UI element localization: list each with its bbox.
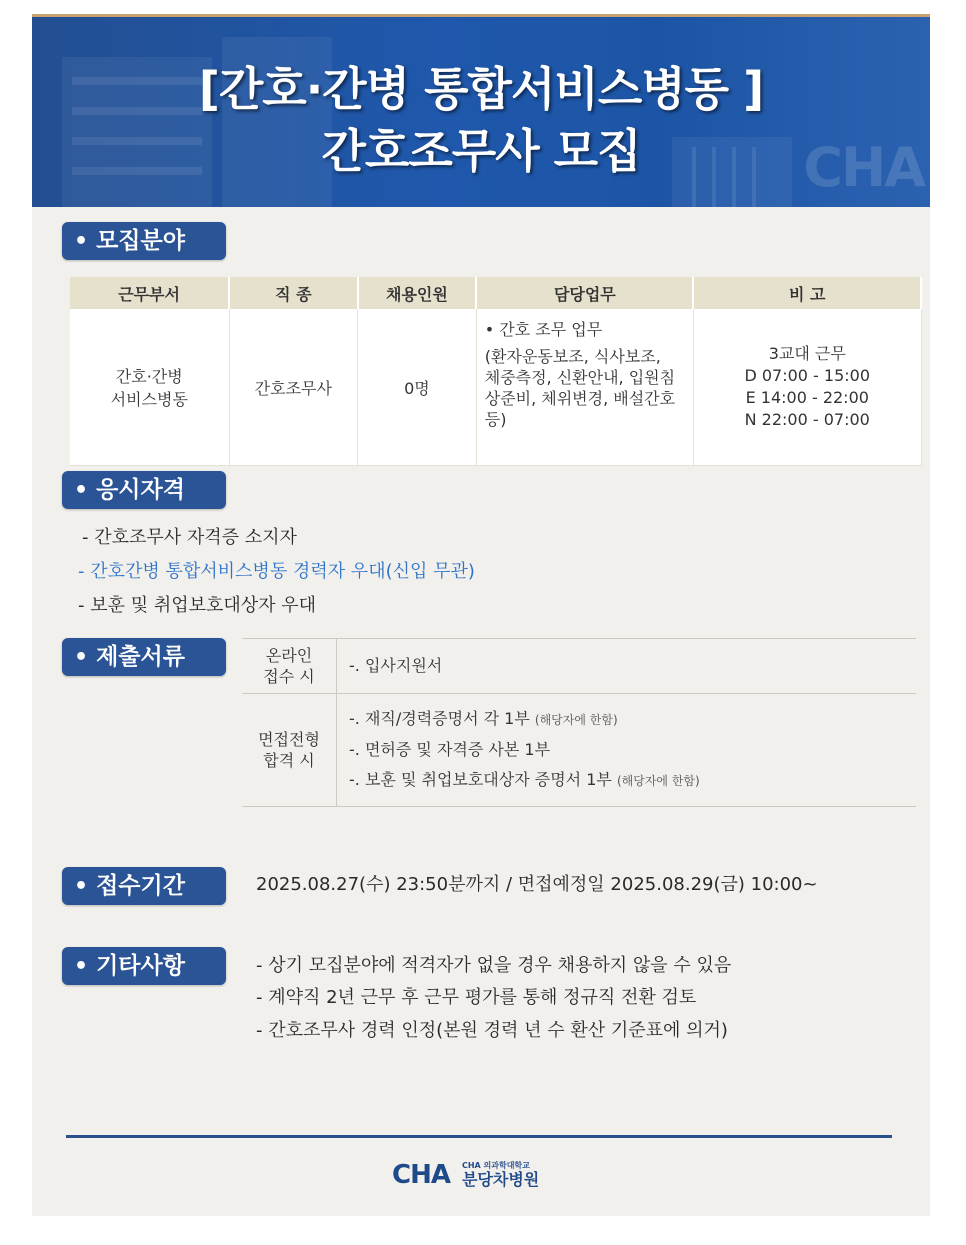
hospital-name: 분당차병원	[461, 1170, 540, 1189]
cha-logo-icon: CHA	[392, 1160, 450, 1190]
section-etc-badge: • 기타사항	[62, 947, 226, 985]
cell-dept: 간호·간병 서비스병동	[70, 309, 229, 466]
header-duty: 담당업무	[476, 277, 693, 309]
cell-note: 3교대 근무 D 07:00 - 15:00 E 14:00 - 22:00 N 22:00 - 07:00	[693, 309, 921, 466]
section-qualification-badge: • 응시자격	[62, 471, 226, 509]
hospital-name-block: CHA 의과학대학교 분당차병원	[461, 1161, 540, 1189]
hero-title-line1: [간호·간병 통합서비스병동 ]	[198, 62, 764, 116]
qualification-item: - 보훈 및 취업보호대상자 우대	[78, 595, 317, 616]
section-documents-badge: • 제출서류	[62, 638, 226, 676]
qualification-item: - 간호조무사 자격증 소지자	[82, 527, 297, 548]
section-period-badge: • 접수기간	[62, 867, 226, 905]
bullet-icon: •	[74, 478, 89, 503]
hero-logo-watermark: CHA	[803, 136, 924, 199]
period-text: 2025.08.27(수) 23:50분까지 / 면접예정일 2025.08.29(금) 10:00~	[256, 874, 818, 895]
bullet-icon: •	[74, 954, 89, 979]
documents-table	[242, 638, 916, 807]
documents-value-online: -. 입사지원서	[349, 656, 443, 675]
documents-row-interview	[242, 694, 916, 807]
etc-item: - 계약직 2년 근무 후 근무 평가를 통해 정규직 전환 검토	[256, 987, 697, 1008]
bullet-icon: •	[74, 645, 89, 670]
etc-item: - 간호조무사 경력 인정(본원 경력 년 수 환산 기준표에 의거)	[256, 1020, 728, 1041]
section-recruit-badge: • 모집분야	[62, 222, 226, 260]
bullet-icon: •	[74, 229, 89, 254]
documents-row-online	[242, 639, 916, 694]
footer-divider	[66, 1135, 892, 1138]
documents-label-online: 온라인 접수 시	[242, 639, 337, 693]
table-row	[70, 309, 921, 466]
hospital-logo	[392, 1160, 539, 1190]
documents-label-interview: 면접전형 합격 시	[242, 694, 337, 806]
bullet-icon: •	[74, 874, 89, 899]
etc-item: - 상기 모집분야에 적격자가 없을 경우 채용하지 않을 수 있음	[256, 955, 732, 976]
hero-banner	[32, 14, 930, 207]
hero-title-line2: 간호조무사 모집	[321, 124, 641, 178]
cell-job: 간호조무사	[229, 309, 358, 466]
cell-duty: • 간호 조무 업무 (환자운동보조, 식사보조, 체중측정, 신환안내, 입원침 상준비, 체위변경, 배설간호 등)	[476, 309, 693, 466]
table-header-row	[70, 277, 921, 309]
header-note: 비 고	[693, 277, 921, 309]
header-job: 직 종	[229, 277, 358, 309]
recruit-table	[70, 277, 922, 466]
header-dept: 근무부서	[70, 277, 229, 309]
recruitment-poster	[32, 14, 930, 1216]
qualification-item-highlight: - 간호간병 통합서비스병동 경력자 우대(신입 무관)	[78, 561, 475, 582]
header-count: 채용인원	[358, 277, 477, 309]
documents-value-interview: -. 재직/경력증명서 각 1부 (해당자에 한함) -. 면허증 및 자격증 사본 1부 -. 보훈 및 취업보호대상자 증명서 1부 (해당자에 한함)	[349, 709, 700, 789]
cell-count: 0명	[358, 309, 477, 466]
